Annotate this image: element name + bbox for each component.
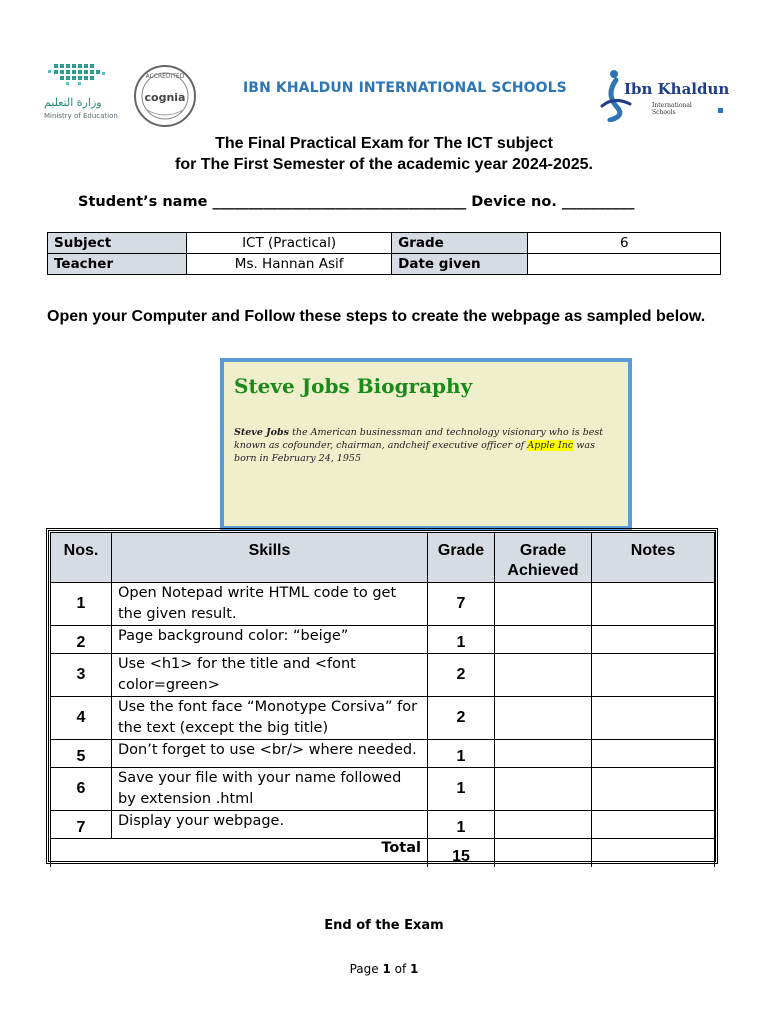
date-given-value [528, 254, 721, 275]
header-grade: Grade [428, 533, 495, 583]
header-nos: Nos. [51, 533, 112, 583]
skills-header-row [51, 533, 715, 583]
instructions-text: Open your Computer and Follow these steps to create the webpage as sampled below. [47, 308, 706, 325]
notes-cell[interactable] [592, 697, 715, 740]
date-given-label: Date given [392, 254, 528, 275]
header-skills: Skills [112, 533, 428, 583]
table-row [48, 233, 721, 254]
skill-grade: 2 [428, 697, 495, 740]
ibn-khaldun-logo [596, 64, 730, 124]
header-grade-achieved: Grade Achieved [495, 533, 592, 583]
grade-achieved-cell[interactable] [495, 811, 592, 839]
seal-brand-text: cognia [144, 91, 186, 104]
notes-cell[interactable] [592, 583, 715, 626]
subject-value: ICT (Practical) [187, 233, 392, 254]
grade-label: Grade [392, 233, 528, 254]
notes-cell[interactable] [592, 626, 715, 654]
skill-text: Save your file with your name followed by extension .html [112, 768, 428, 811]
grade-achieved-cell[interactable] [495, 740, 592, 768]
teacher-value: Ms. Hannan Asif [187, 254, 392, 275]
skill-text: Open Notepad write HTML code to get the given result. [112, 583, 428, 626]
table-row [51, 626, 715, 654]
skill-text: Use <h1> for the title and <font color=green> [112, 654, 428, 697]
skill-grade: 1 [428, 811, 495, 839]
skill-grade: 7 [428, 583, 495, 626]
sample-highlight: Apple Inc [527, 440, 574, 451]
skill-grade: 1 [428, 768, 495, 811]
grade-achieved-cell[interactable] [495, 768, 592, 811]
skill-grade: 2 [428, 654, 495, 697]
sample-name: Steve Jobs [234, 427, 289, 438]
row-number: 3 [51, 654, 112, 697]
cognia-accreditation-seal [133, 64, 197, 128]
row-number: 7 [51, 811, 112, 839]
end-of-exam-text: End of the Exam [324, 918, 444, 933]
table-row [51, 768, 715, 811]
total-row [51, 839, 715, 867]
notes-cell[interactable] [592, 811, 715, 839]
table-row [51, 583, 715, 626]
notes-cell[interactable] [592, 740, 715, 768]
notes-cell[interactable] [592, 654, 715, 697]
total-value: 15 [428, 839, 495, 867]
skill-text: Don’t forget to use <br/> where needed. [112, 740, 428, 768]
page-total: 1 [410, 962, 419, 976]
student-info-line [78, 194, 634, 210]
device-number-field[interactable]: Device no. __________ [471, 194, 635, 210]
grade-achieved-cell[interactable] [495, 583, 592, 626]
table-row [51, 740, 715, 768]
ministry-of-education-logo [40, 62, 118, 120]
sample-title: Steve Jobs Biography [234, 374, 473, 398]
ibn-khaldun-logo-title: Ibn Khaldun [624, 80, 730, 98]
total-grade-achieved-cell[interactable] [495, 839, 592, 867]
teacher-label: Teacher [48, 254, 187, 275]
school-name-heading: IBN KHALDUN INTERNATIONAL SCHOOLS [243, 80, 567, 96]
exam-title-line-2: for The First Semester of the academic year 2024-2025. [175, 156, 593, 173]
logo-dot-icon [718, 108, 723, 113]
sample-paragraph [234, 426, 614, 465]
table-row [51, 697, 715, 740]
header-notes: Notes [592, 533, 715, 583]
table-row [51, 811, 715, 839]
grade-achieved-cell[interactable] [495, 697, 592, 740]
sample-webpage-image [220, 358, 632, 530]
moe-dots-icon [40, 62, 112, 98]
exam-title-line-1: The Final Practical Exam for The ICT subject [215, 135, 553, 152]
skill-text: Use the font face “Monotype Corsiva” for the text (except the big title) [112, 697, 428, 740]
notes-cell[interactable] [592, 768, 715, 811]
sample-text-after: was born in February 24, 1955 [234, 440, 595, 464]
moe-english-name: Ministry of Education [44, 112, 118, 120]
skill-text: Page background color: “beige” [112, 626, 428, 654]
logo-sub-line-2: Schools [652, 109, 676, 116]
grade-achieved-cell[interactable] [495, 626, 592, 654]
subject-label: Subject [48, 233, 187, 254]
skill-grade: 1 [428, 626, 495, 654]
row-number: 1 [51, 583, 112, 626]
logo-sub-line-1: International [652, 102, 692, 109]
page-number [0, 962, 768, 976]
row-number: 4 [51, 697, 112, 740]
seal-top-text: ACCREDITED [145, 73, 185, 80]
page-prefix: Page [349, 962, 383, 976]
table-row [48, 254, 721, 275]
row-number: 2 [51, 626, 112, 654]
skills-table [50, 532, 715, 867]
skill-grade: 1 [428, 740, 495, 768]
sample-text-before: the American businessman and technology visionary who is best known as cofounder, chairman, andcheif executive officer of [234, 427, 604, 451]
total-label: Total [51, 839, 428, 867]
table-row [51, 654, 715, 697]
student-name-field[interactable]: Student’s name ___________________________________ [78, 194, 467, 210]
skill-text: Display your webpage. [112, 811, 428, 839]
total-notes-cell[interactable] [592, 839, 715, 867]
page-of: of [390, 962, 411, 976]
moe-arabic-name: وزارة التعليم [44, 96, 102, 109]
grade-achieved-cell[interactable] [495, 654, 592, 697]
exam-info-table [47, 232, 721, 275]
ibn-khaldun-logo-subtitle [652, 102, 692, 116]
row-number: 6 [51, 768, 112, 811]
grade-value: 6 [528, 233, 721, 254]
page-current: 1 [382, 962, 391, 976]
row-number: 5 [51, 740, 112, 768]
